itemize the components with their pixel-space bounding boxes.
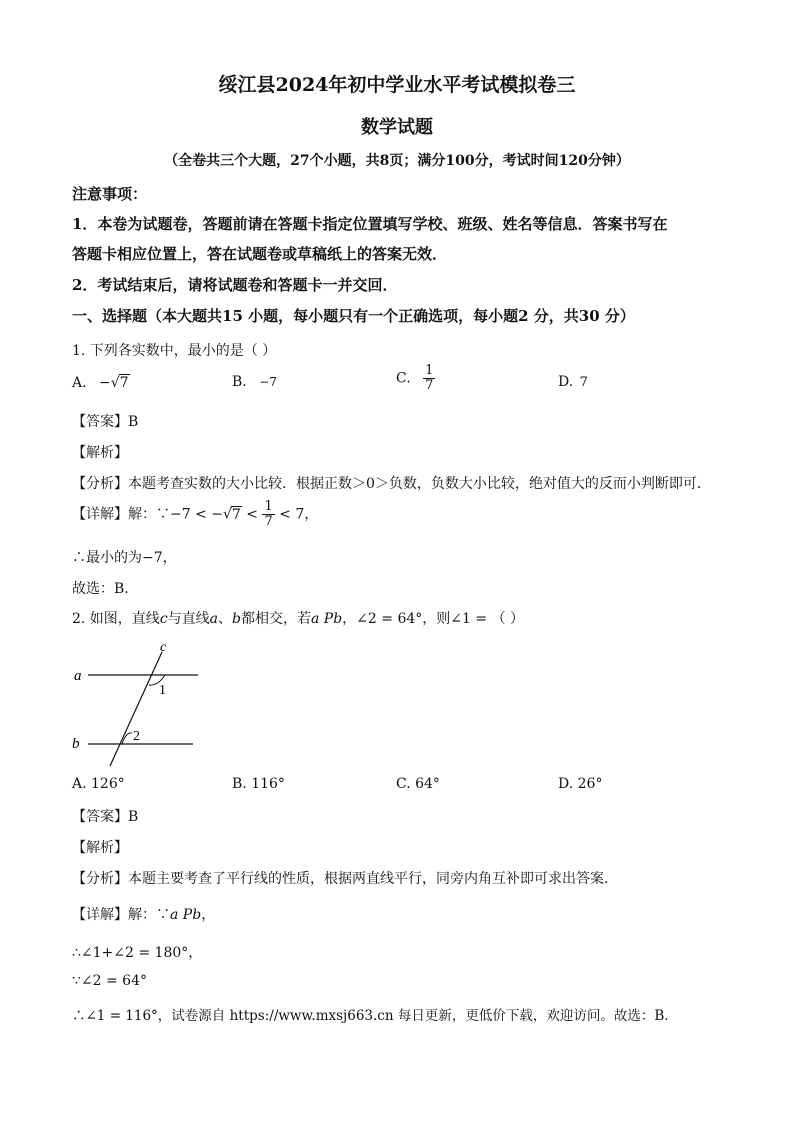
q1-stem: 1. 下列各实数中，最小的是（ ） — [72, 343, 277, 359]
answer-tag: 【答案】 — [72, 414, 128, 430]
q2-option-c: C. 64° — [396, 776, 440, 792]
stem-mid-3: ，∠2 = 64°，则∠1 = （ ） — [342, 611, 524, 627]
q1-fenxi — [72, 473, 711, 493]
q1-therefore: ∴最小的为−7， — [72, 550, 177, 566]
q2-detail — [72, 904, 215, 924]
fraction-denominator: 7 — [264, 514, 273, 529]
q1-analysis-tag: 【解析】 — [72, 445, 128, 461]
option-b-value: −7 — [259, 375, 277, 389]
sqrt-symbol: √ — [110, 375, 120, 391]
q2-step-2: ∵∠2 = 64° — [72, 973, 147, 989]
option-label: B. — [232, 374, 247, 390]
detail-prefix: 解：∵ — [128, 506, 170, 523]
option-label: C. — [396, 370, 411, 387]
stem-b: b — [232, 611, 241, 627]
fraction-denominator: 7 — [425, 378, 434, 393]
q2-analysis-tag: 【解析】 — [72, 840, 128, 856]
stem-a: a — [209, 611, 219, 627]
label-a: a — [74, 668, 82, 684]
detail-expr-2: < — [241, 506, 263, 523]
fraction-numerator: 1 — [264, 499, 273, 514]
notes-item-1-line-1: 1．本卷为试题卷，答题前请在答题卡指定位置填写学校、班级、姓名等信息．答案书写在 — [72, 215, 668, 233]
detail-expr-3: < 7， — [274, 506, 319, 523]
detail-text: 解：∵ — [128, 907, 170, 923]
q2-option-d: D. 26° — [558, 776, 603, 792]
stem-mid-2: 都相交，若 — [240, 611, 311, 627]
q2-option-b: B. 116° — [232, 776, 285, 792]
q1-detail — [72, 500, 318, 529]
page-title: 绥江县2024年初中学业水平考试模拟卷三 — [218, 74, 576, 96]
stem-c: c — [159, 611, 168, 627]
q1-choose: 故选：B． — [72, 581, 139, 597]
radicand: 7 — [231, 506, 241, 523]
answer-tag: 【答案】 — [72, 809, 128, 825]
detail-expr-1: −7 < − — [170, 506, 223, 523]
q1-answer — [72, 411, 138, 431]
stem-prefix: 2. 如图，直线 — [72, 611, 160, 627]
line-c — [110, 652, 162, 766]
fraction — [262, 500, 274, 529]
sqrt-symbol: √ — [223, 506, 232, 523]
answer-value: B — [128, 809, 139, 825]
radicand: 7 — [119, 375, 129, 391]
notes-heading: 注意事项： — [72, 185, 148, 203]
q2-option-a: A. 126° — [72, 776, 125, 792]
label-c: c — [160, 640, 167, 655]
q1-option-d — [558, 374, 588, 390]
notes-item-1-line-2: 答题卡相应位置上，答在试题卷或草稿纸上的答案无效． — [72, 245, 448, 263]
notes-item-2: 2．考试结束后，请将试题卷和答题卡一并交回． — [72, 276, 398, 294]
option-a-sign: − — [99, 375, 111, 391]
fenxi-tag: 【分析】 — [72, 476, 128, 492]
option-label: D. — [558, 374, 574, 390]
q1-option-c — [396, 364, 435, 393]
detail-end: ， — [201, 907, 216, 923]
exam-info: （全卷共三个大题，27个小题，共8页；满分100分，考试时间120分钟） — [164, 153, 630, 169]
angle-2-arc — [122, 733, 132, 744]
page-subtitle: 数学试题 — [361, 117, 433, 138]
q2-step-1: ∴∠1+∠2 = 180°， — [72, 945, 203, 961]
stem-mid-1: 与直线 — [167, 611, 210, 627]
q2-fenxi — [72, 868, 608, 888]
stem-sep: 、 — [218, 611, 233, 627]
option-d-value: 7 — [579, 375, 588, 390]
parallel-lines-figure — [66, 636, 206, 770]
q2-answer — [72, 806, 138, 826]
fenxi-tag: 【分析】 — [72, 871, 128, 887]
option-label: A. — [72, 375, 87, 391]
section-heading: 一、选择题（本大题共15 小题，每小题只有一个正确选项，每小题2 分，共30 分） — [72, 307, 635, 325]
label-1: 1 — [159, 683, 166, 698]
detail-tag: 【详解】 — [72, 907, 128, 923]
stem-parallel: a Pb — [310, 611, 343, 627]
q1-option-a — [72, 374, 130, 391]
answer-value: B — [128, 414, 139, 430]
label-2: 2 — [133, 729, 140, 744]
fenxi-text: 本题主要考查了平行线的性质，根据两直线平行，同旁内角互补即可求出答案. — [128, 871, 609, 887]
fraction — [423, 364, 435, 393]
detail-tag: 【详解】 — [72, 506, 128, 523]
fraction-numerator: 1 — [425, 363, 434, 378]
label-b: b — [72, 736, 80, 752]
q1-option-b — [232, 374, 277, 390]
q2-step-3: ∴∠1 = 116°，试卷源自 https://www.mxsj663.cn 每日更新，更低价下载，欢迎访问。故选：B. — [72, 1008, 669, 1024]
detail-parallel: a Pb — [170, 907, 202, 923]
q2-stem — [72, 608, 524, 628]
fenxi-text: 本题考查实数的大小比较．根据正数＞0＞负数，负数大小比较，绝对值大的反而小判断即可． — [128, 476, 711, 492]
